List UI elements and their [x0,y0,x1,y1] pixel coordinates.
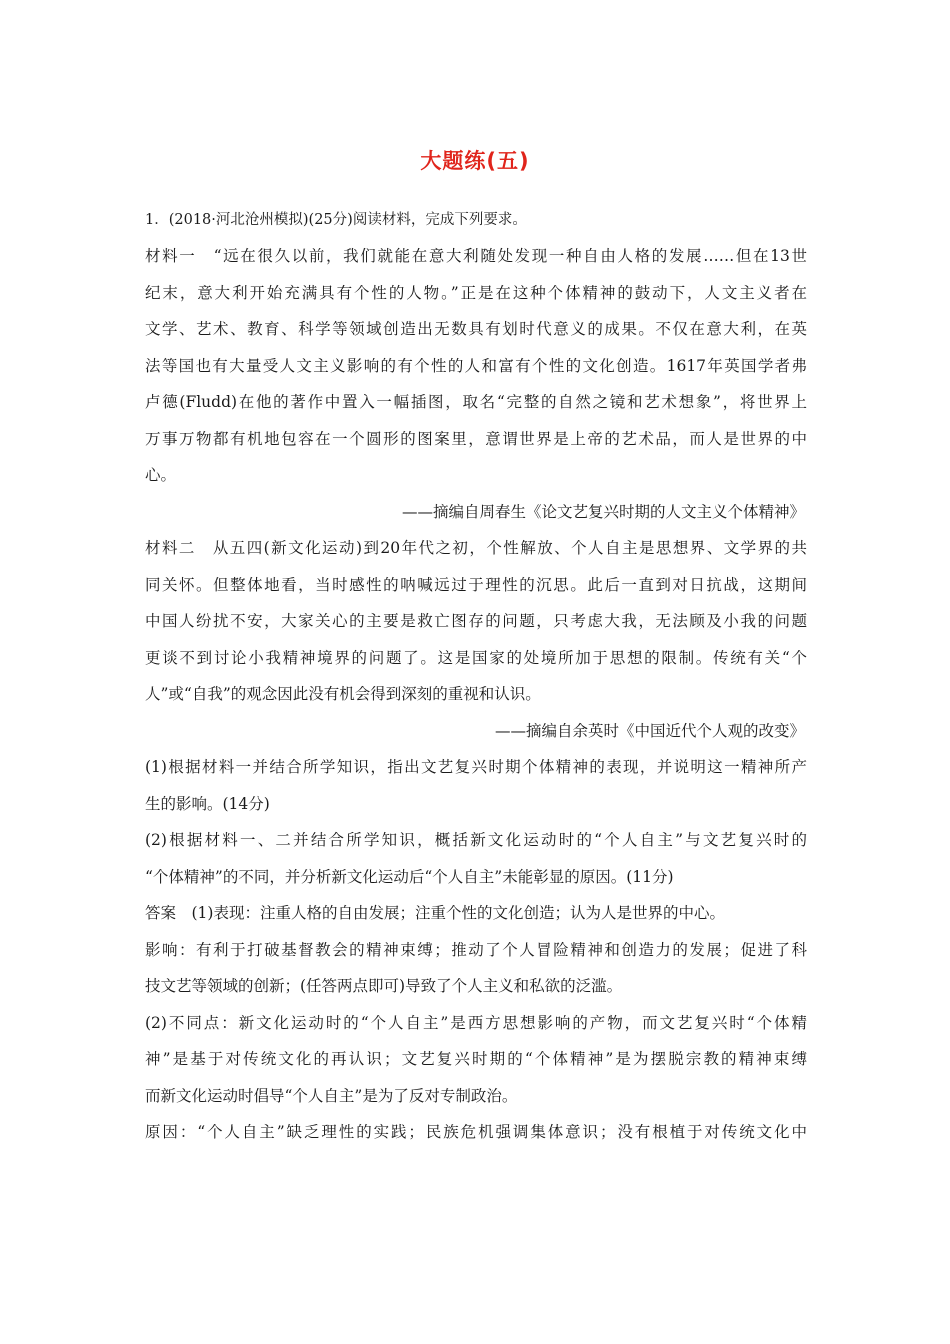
sub-question-two [145,822,807,895]
sub-question-one [145,749,807,822]
material-one-line: 材料一 “远在很久以前，我们就能在意大利随处发现一种自由人格的发展……但在13世 [145,247,807,265]
material-one-line: 卢德(Fludd)在他的著作中置入一幅插图，取名“完整的自然之镜和艺术想象”，将世界上 [145,393,807,411]
answer-section [145,895,807,1151]
answer-line: 技文艺等领域的创新；(任答两点即可)导致了个人主义和私欲的泛滥。 [145,977,623,995]
material-one-source: ——摘编自周春生《论文艺复兴时期的人文主义个体精神》 [401,502,805,521]
material-one-line: 心。 [145,466,177,484]
question-header [145,202,807,239]
sub-question-one-line: 生的影响。(14分) [145,794,270,813]
material-one-line: 万事万物都有机地包容在一个圆形的图案里，意谓世界是上帝的艺术品，而人是世界的中 [145,429,807,448]
answer-line: 答案 (1)表现：注重人格的自由发展；注重个性的文化创造；认为人是世界的中心。 [145,904,725,922]
page-title: 大题练(五) [420,149,530,173]
material-one-line: 纪末，意大利开始充满具有个性的人物。”正是在这种个体精神的鼓动下，人文主义者在 [145,283,807,302]
material-two [145,530,807,749]
answer-line: (2)不同点：新文化运动时的“个人自主”是西方思想影响的产物，而文艺复兴时“个体精 [145,1013,807,1032]
material-one [145,238,807,530]
question-stem: 1．(2018·河北沧州模拟)(25分)阅读材料，完成下列要求。 [145,212,527,228]
material-two-line: 中国人纷扰不安，大家关心的主要是救亡图存的问题，只考虑大我，无法顾及小我的问题 [145,612,807,630]
material-one-line: 法等国也有大量受人文主义影响的有个性的人和富有个性的文化创造。1617年英国学者弗 [145,356,807,375]
material-two-source: ——摘编自余英时《中国近代个人观的改变》 [494,721,805,740]
material-one-line: 文学、艺术、教育、科学等领域创造出无数具有划时代意义的成果。不仅在意大利，在英 [145,320,807,338]
sub-question-two-line: (2)根据材料一、二并结合所学知识，概括新文化运动时的“个人自主”与文艺复兴时的 [145,831,807,849]
material-two-line: 人”或“自我”的观念因此没有机会得到深刻的重视和认识。 [145,685,541,703]
material-two-line: 同关怀。但整体地看，当时感性的呐喊远过于理性的沉思。此后一直到对日抗战，这期间 [145,575,807,594]
answer-line: 神”是基于对传统文化的再认识；文艺复兴时期的“个体精神”是为摆脱宗教的精神束缚 [145,1050,807,1068]
sub-question-one-line: (1)根据材料一并结合所学知识，指出文艺复兴时期个体精神的表现，并说明这一精神所产 [145,758,807,776]
material-two-line: 更谈不到讨论小我精神境界的问题了。这是国家的处境所加于思想的限制。传统有关“个 [145,648,807,667]
answer-line: 而新文化运动时倡导“个人自主”是为了反对专制政治。 [145,1086,518,1105]
material-two-line: 材料二 从五四(新文化运动)到20年代之初，个性解放、个人自主是思想界、文学界的共 [145,539,807,557]
sub-question-two-line: “个体精神”的不同，并分析新文化运动后“个人自主”未能彰显的原因。(11分) [145,867,674,886]
answer-line: 影响：有利于打破基督教会的精神束缚；推动了个人冒险精神和创造力的发展；促进了科 [145,940,807,959]
answer-line: 原因：“个人自主”缺乏理性的实践；民族危机强调集体意识；没有根植于对传统文化中 [145,1123,807,1141]
